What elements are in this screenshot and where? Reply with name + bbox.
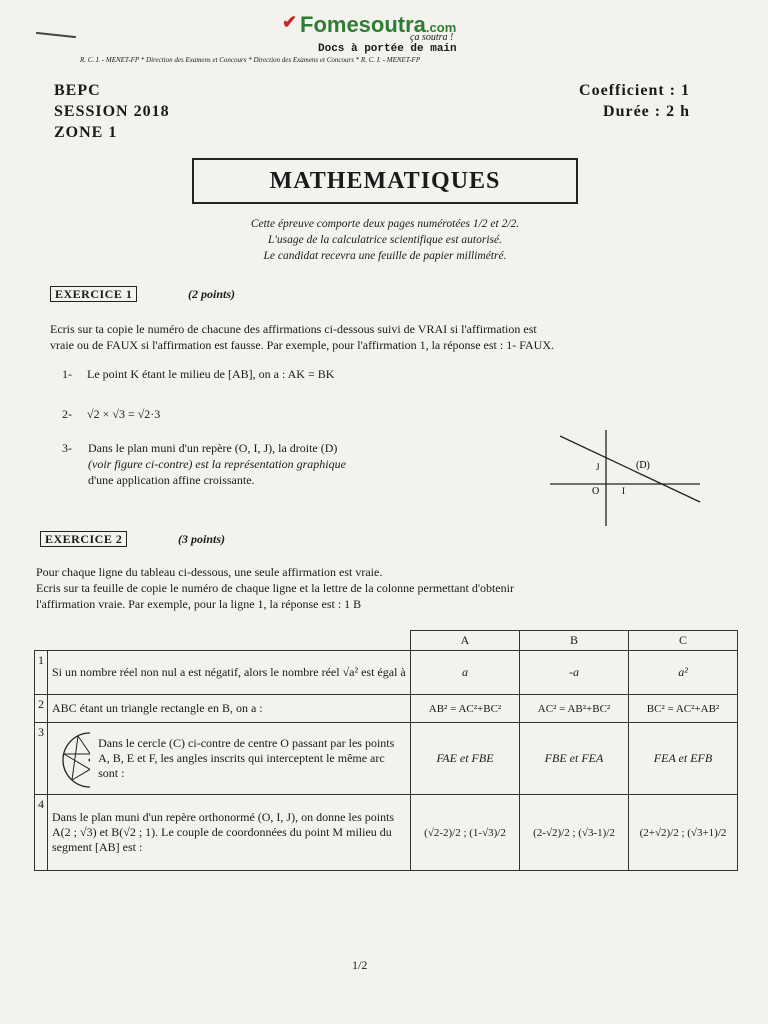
coefficient: Coefficient : 1 (579, 82, 690, 99)
ex1-item-1 (62, 366, 334, 382)
center-o (89, 758, 91, 761)
circle-figure (52, 728, 90, 790)
table-row (35, 723, 738, 795)
ex1-instructions (50, 321, 554, 353)
table-row (35, 695, 738, 723)
unit-y-label: J (596, 462, 600, 472)
ex1-label: EXERCICE 1 (50, 286, 137, 302)
ex1-heading (50, 285, 137, 303)
ex2-instr-line: Pour chaque ligne du tableau ci-dessous, une seule affirmation est vraie. (36, 565, 383, 579)
ex1-item-2 (62, 406, 160, 422)
circle-c (63, 733, 90, 787)
zone: ZONE 1 (54, 124, 118, 141)
option-a: (√2-2)/2 ; (1-√3)/2 (411, 795, 520, 871)
ex1-item-3 (62, 440, 346, 487)
line-d-label: (D) (636, 460, 650, 471)
table-header-row (35, 631, 738, 651)
item-line: d'une application affine croissante. (88, 473, 255, 487)
item-number: 2- (62, 407, 72, 421)
row-question: Si un nombre réel non nul a est négatif, alors le nombre réel √a² est égal à (48, 651, 411, 695)
option-c: BC² = AC²+AB² (629, 695, 738, 723)
corner-scribble (36, 32, 76, 38)
duration: Durée : 2 h (603, 103, 690, 120)
row-question-cell (48, 723, 411, 795)
tagline: Docs à portée de main (318, 43, 457, 55)
column-header: B (520, 631, 629, 651)
slogan: ça soutra ! (410, 32, 454, 43)
item-number: 3- (62, 441, 72, 455)
logo-tld: .com (425, 20, 457, 35)
page-number: 1/2 (352, 958, 368, 972)
ex2-label: EXERCICE 2 (40, 531, 127, 547)
exam-name: BEPC (54, 82, 101, 99)
option-b: (2-√2)/2 ; (√3-1)/2 (520, 795, 629, 871)
column-header: C (629, 631, 738, 651)
row-question: Dans le cercle (C) ci-contre de centre O passant par les points A, B, E et F, les angles inscrits qui interceptent le même arc sont : (98, 736, 395, 780)
option-b: FBE et FEA (520, 723, 629, 795)
row-number: 2 (35, 695, 48, 723)
intro-line: L'usage de la calculatrice scientifique est autorisé. (267, 234, 502, 246)
unit-x-label: I (622, 486, 625, 496)
ex2-instr-line: Ecris sur ta feuille de copie le numéro de chaque ligne et la lettre de la colonne permettant d'obtenir (36, 581, 514, 595)
intro-line: Cette épreuve comporte deux pages numérotées 1/2 et 2/2. (250, 218, 520, 230)
ex1-instr-line: Ecris sur ta copie le numéro de chacune des affirmations ci-dessous suivi de VRAI si l'affirmation est (50, 322, 537, 336)
ex2-points: (3 points) (178, 532, 226, 546)
row-question: ABC étant un triangle rectangle en B, on a : (48, 695, 411, 723)
option-a: AB² = AC²+BC² (411, 695, 520, 723)
option-c: (2+√2)/2 ; (√3+1)/2 (629, 795, 738, 871)
row-question: Dans le plan muni d'un repère orthonormé (O, I, J), on donne les points A(2 ; √3) et B(√2 ; 1). Le couple de coordonnées du point M milieu du segment [AB] est : (48, 795, 411, 871)
graph-figure (550, 430, 710, 530)
session: SESSION 2018 (54, 103, 170, 120)
subject-title: MATHEMATIQUES (192, 158, 578, 204)
answer-table (34, 630, 738, 871)
origin-label: O (592, 486, 600, 497)
row-question-wrap (52, 728, 406, 790)
exam-meta (579, 80, 690, 122)
table-row (35, 795, 738, 871)
item-line: (voir figure ci-contre) est la représentation graphique (88, 457, 346, 471)
intro-notes (190, 216, 580, 264)
item-text: √2 × √3 = √2·3 (87, 407, 161, 421)
ex2-instr-line: l'affirmation vraie. Par exemple, pour la ligne 1, la réponse est : 1 B (36, 597, 362, 611)
item-text: Le point K étant le milieu de [AB], on a : AK = BK (87, 367, 335, 381)
row-number: 4 (35, 795, 48, 871)
option-c: FEA et EFB (629, 723, 738, 795)
logo-text: Fomesoutra (300, 12, 426, 37)
row-number: 1 (35, 651, 48, 695)
option-a: FAE et FBE (411, 723, 520, 795)
line-d (560, 436, 700, 502)
ministry-ribbon: R. C. I. - MENET-FP * Direction des Examens et Concours * Direction des Examens et Concours * R. C. I. - MENET-FP (80, 56, 421, 64)
row-number: 3 (35, 723, 48, 795)
ex2-heading (40, 530, 127, 548)
option-b: AC² = AB²+BC² (520, 695, 629, 723)
option-a: a (411, 651, 520, 695)
ex2-instructions (36, 564, 514, 612)
option-b: -a (520, 651, 629, 695)
chord-fe (72, 736, 78, 780)
ex1-points: (2 points) (188, 287, 236, 301)
intro-line: Le candidat recevra une feuille de papier millimétré. (263, 250, 507, 262)
column-header: A (411, 631, 520, 651)
table-row (35, 651, 738, 695)
logo-mark-icon: ✔ (282, 12, 298, 32)
item-line: Dans le plan muni d'un repère (O, I, J), la droite (D) (88, 441, 338, 455)
table-corner (35, 631, 411, 651)
item-number: 1- (62, 367, 72, 381)
item-text (88, 440, 346, 488)
exam-info (54, 80, 170, 143)
option-c: a² (629, 651, 738, 695)
ex1-instr-line: vraie ou de FAUX si l'affirmation est fausse. Par exemple, pour l'affirmation 1, la réponse est : 1- FAUX. (50, 338, 554, 352)
